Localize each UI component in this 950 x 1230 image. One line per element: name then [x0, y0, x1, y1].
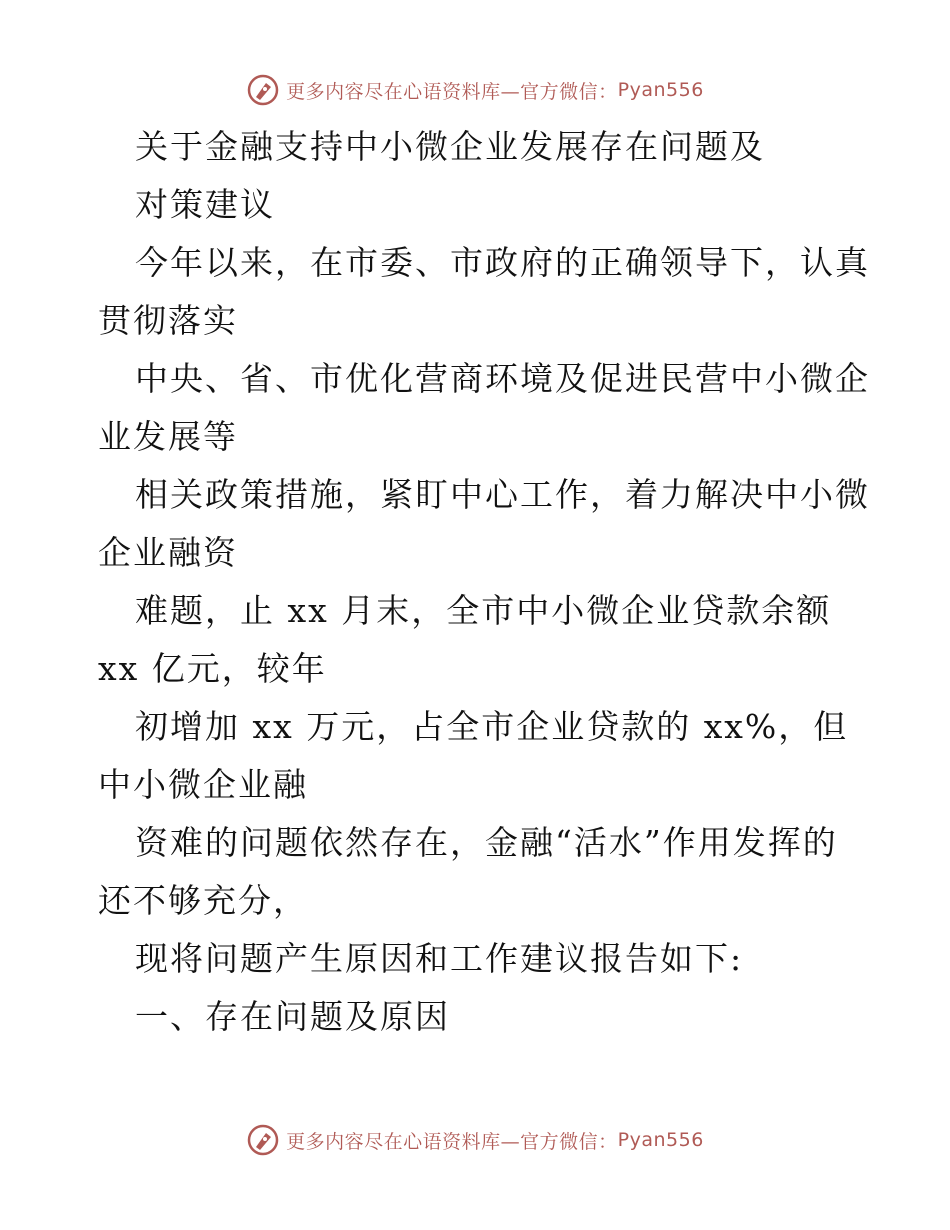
paragraph-line: xx 亿元，较年 [98, 649, 327, 688]
watermark-text: 更多内容尽在心语资料库—官方微信： [286, 80, 618, 103]
document-body [98, 118, 870, 1046]
paragraph-line: 业发展等 [98, 417, 238, 456]
title-line-1: 关于金融支持中小微企业发展存在问题及 [135, 127, 765, 166]
watermark-wechat-id: Pyan556 [617, 79, 704, 101]
paragraph-line: 企业融资 [98, 533, 238, 572]
paragraph-line: 中小微企业融 [98, 765, 308, 804]
paragraph-line: 相关政策措施，紧盯中心工作，着力解决中小微 [135, 475, 870, 514]
watermark-footer [0, 1120, 950, 1160]
paragraph-line: 今年以来，在市委、市政府的正确领导下，认真 [135, 243, 870, 282]
title-line-2: 对策建议 [135, 185, 275, 224]
paragraph-line: 还不够充分， [98, 881, 308, 920]
pen-nib-circle-icon [246, 1123, 280, 1157]
paragraph-line: 初增加 xx 万元，占全市企业贷款的 xx%，但 [135, 707, 849, 746]
paragraph-line: 贯彻落实 [98, 301, 238, 340]
paragraph-line: 现将问题产生原因和工作建议报告如下: [135, 939, 744, 978]
watermark-wechat-id: Pyan556 [617, 1129, 704, 1151]
pen-nib-circle-icon [246, 73, 280, 107]
paragraph-line: 难题，止 xx 月末，全市中小微企业贷款余额 [135, 591, 832, 630]
watermark-text: 更多内容尽在心语资料库—官方微信： [286, 1130, 618, 1153]
paragraph-line: 资难的问题依然存在，金融“活水”作用发挥的 [135, 823, 838, 862]
paragraph-line: 中央、省、市优化营商环境及促进民营中小微企 [135, 359, 870, 398]
watermark-header [0, 70, 950, 110]
section-heading: 一、存在问题及原因 [135, 997, 450, 1036]
